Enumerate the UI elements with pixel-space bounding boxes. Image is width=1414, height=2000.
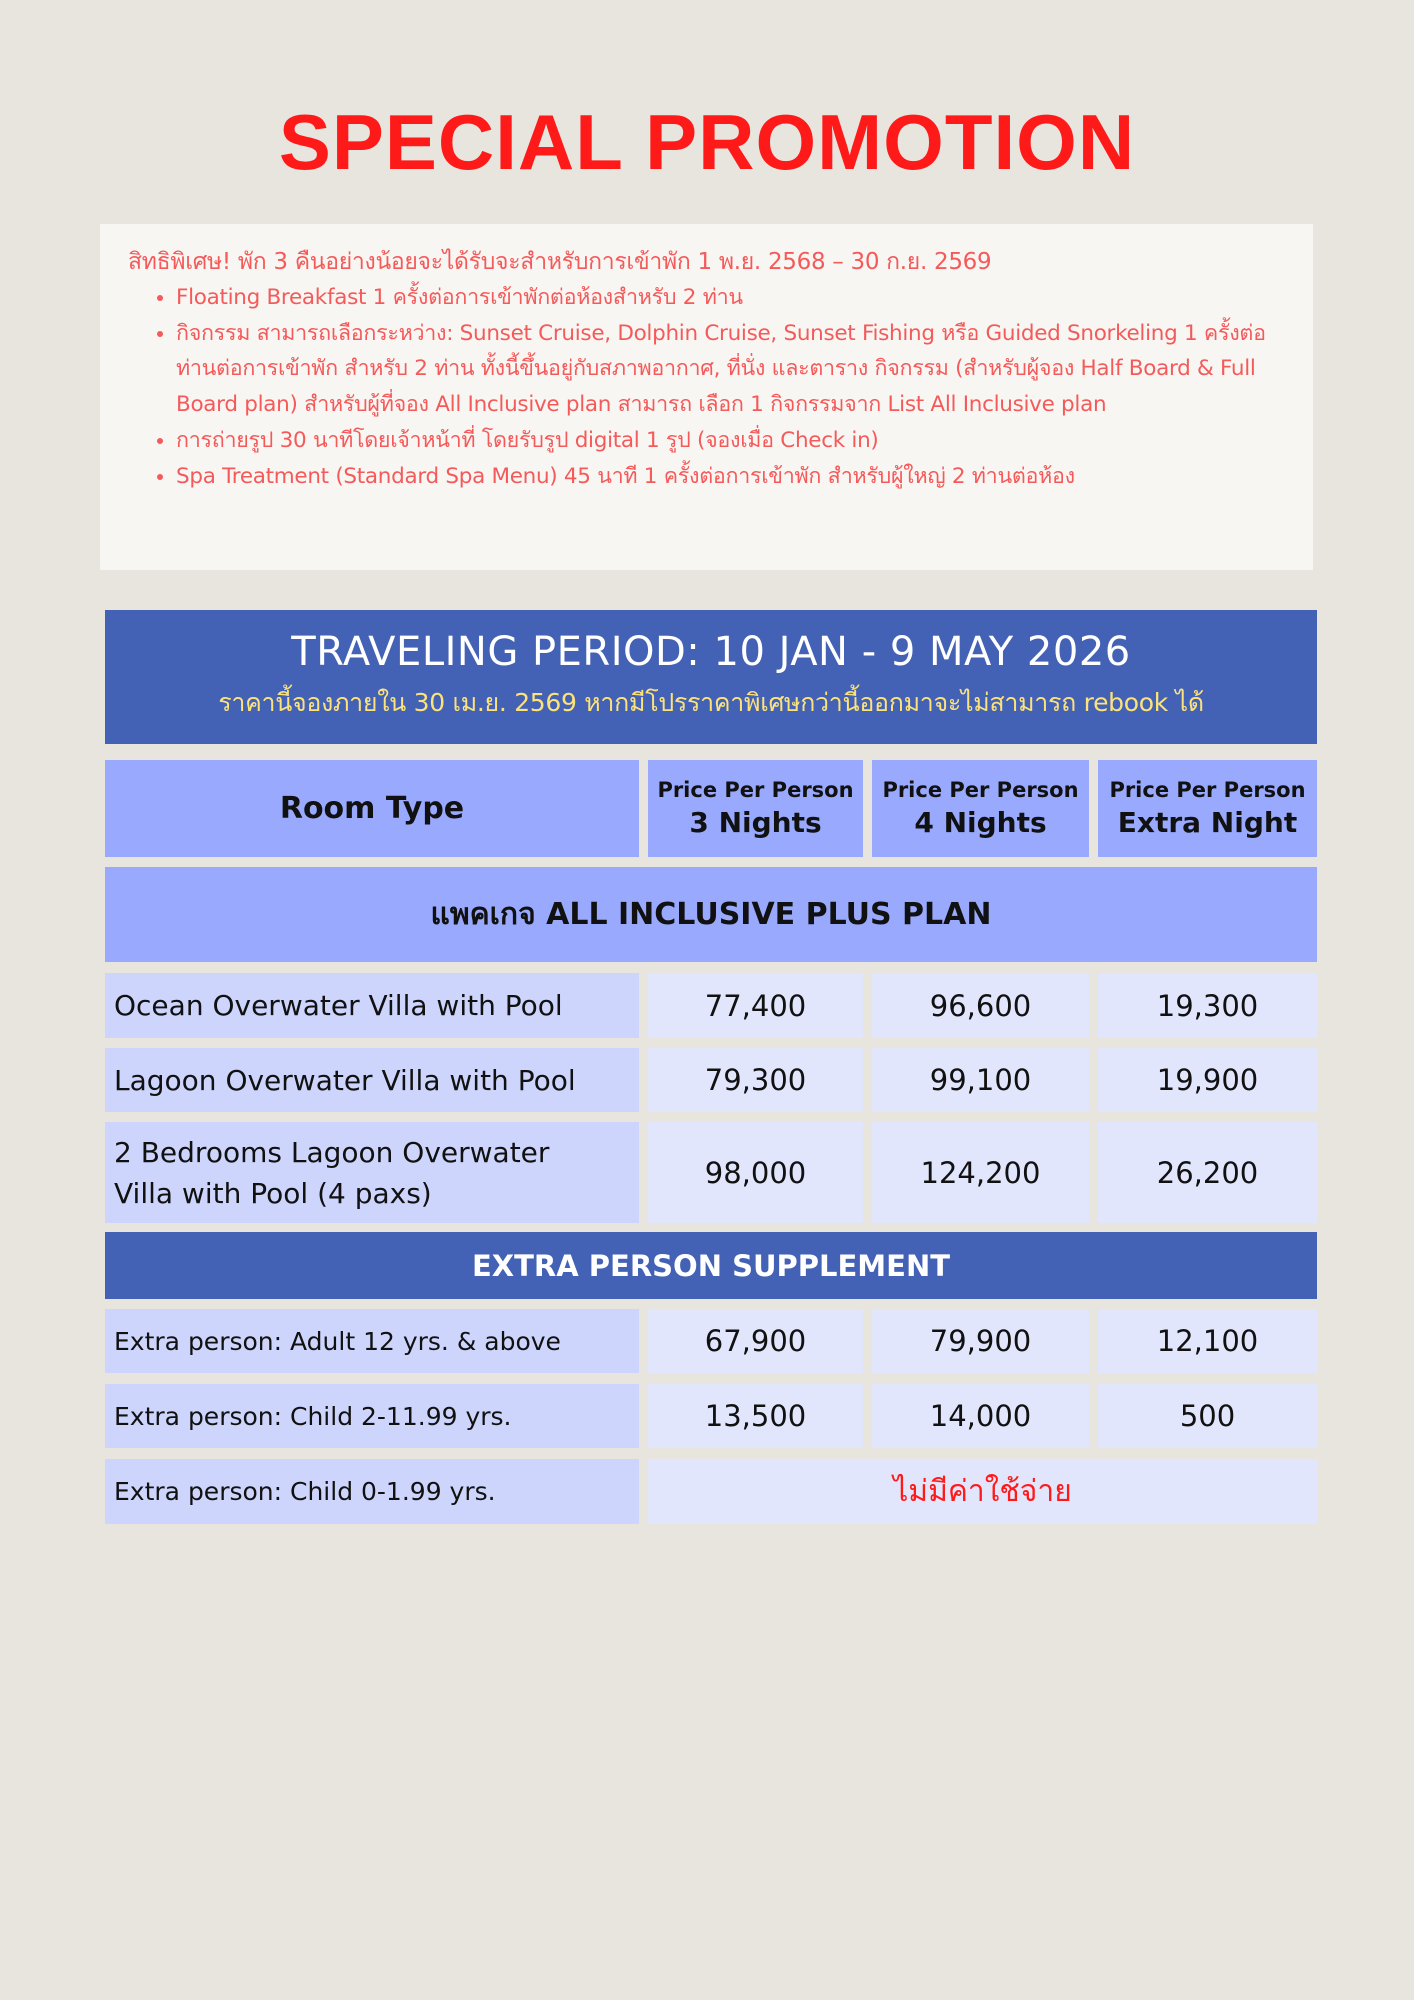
price-4-nights: 96,600 (872, 973, 1089, 1038)
plan-title-row: แพคเกจ ALL INCLUSIVE PLUS PLAN (105, 867, 1317, 962)
price-extra-night: 26,200 (1098, 1122, 1317, 1223)
price-4-nights: 14,000 (872, 1384, 1089, 1448)
price-3-nights: 77,400 (648, 973, 863, 1038)
header-extra-night (1098, 760, 1317, 857)
header-duration: Extra Night (1117, 805, 1298, 839)
price-3-nights: 79,300 (648, 1048, 863, 1112)
price-3-nights: 67,900 (648, 1309, 863, 1373)
promo-item: • กิจกรรม สามารถเลือกระหว่าง: Sunset Cruise, Dolphin Cruise, Sunset Fishing หรือ Guided Snorkeling 1 ครั้งต่อท่านต่อการเข้าพัก สำหรับ 2 ท่าน ทั้งนี้ขึ้นอยู่กับสภาพอากาศ, ที่นั่ง และตาราง กิจกรรม (สำหรับผู้จอง Half Board & Full Board plan) สำหรับผู้ที่จอง All Inclusive plan สามารถ เลือก 1 กิจกรรมจาก List All Inclusive plan (176, 316, 1293, 423)
promo-box (100, 224, 1313, 570)
header-room-type: Room Type (105, 760, 639, 857)
extra-person-name: Extra person: Child 2-11.99 yrs. (105, 1384, 639, 1448)
price-4-nights: 79,900 (872, 1309, 1089, 1373)
promo-item: • Floating Breakfast 1 ครั้งต่อการเข้าพักต่อห้องสำหรับ 2 ท่าน (176, 280, 1293, 316)
header-label: Price Per Person (1109, 777, 1306, 802)
promo-item: • การถ่ายรูป 30 นาทีโดยเจ้าหน้าที่ โดยรับรูป digital 1 รูป (จองเมื่อ Check in) (176, 423, 1293, 459)
header-duration: 3 Nights (689, 805, 822, 839)
extra-person-name: Extra person: Adult 12 yrs. & above (105, 1309, 639, 1373)
promo-list (128, 280, 1293, 494)
header-3-nights (648, 760, 863, 857)
price-4-nights: 99,100 (872, 1048, 1089, 1112)
price-extra-night: 19,900 (1098, 1048, 1317, 1112)
page-title: SPECIAL PROMOTION (278, 98, 1136, 186)
promo-item: • Spa Treatment (Standard Spa Menu) 45 นาที 1 ครั้งต่อการเข้าพัก สำหรับผู้ใหญ่ 2 ท่านต่อห้อง (176, 459, 1293, 495)
room-name: 2 Bedrooms Lagoon Overwater Villa with Pool (4 paxs) (105, 1122, 639, 1223)
header-label: Price Per Person (882, 777, 1079, 802)
price-3-nights: 13,500 (648, 1384, 863, 1448)
extra-person-name: Extra person: Child 0-1.99 yrs. (105, 1459, 639, 1524)
booking-condition-note: ราคานี้จองภายใน 30 เม.ย. 2569 หากมีโปรราคาพิเศษกว่านี้ออกมาจะไม่สามารถ rebook ได้ (218, 688, 1204, 717)
header-duration: 4 Nights (914, 805, 1047, 839)
traveling-period-title: TRAVELING PERIOD: 10 JAN - 9 MAY 2026 (291, 629, 1131, 675)
no-cost-label: ไม่มีค่าใช้จ่าย (648, 1459, 1317, 1524)
header-4-nights (872, 760, 1089, 857)
header-label: Price Per Person (657, 777, 854, 802)
price-extra-night: 19,300 (1098, 973, 1317, 1038)
promo-lead: สิทธิพิเศษ! พัก 3 คืนอย่างน้อยจะได้รับจะสำหรับการเข้าพัก 1 พ.ย. 2568 – 30 ก.ย. 2569 (128, 249, 992, 275)
room-name: Lagoon Overwater Villa with Pool (105, 1048, 639, 1112)
price-4-nights: 124,200 (872, 1122, 1089, 1223)
price-3-nights: 98,000 (648, 1122, 863, 1223)
price-extra-night: 500 (1098, 1384, 1317, 1448)
price-extra-night: 12,100 (1098, 1309, 1317, 1373)
traveling-period-banner (105, 610, 1317, 744)
extra-person-title: EXTRA PERSON SUPPLEMENT (105, 1232, 1317, 1299)
room-name: Ocean Overwater Villa with Pool (105, 973, 639, 1038)
